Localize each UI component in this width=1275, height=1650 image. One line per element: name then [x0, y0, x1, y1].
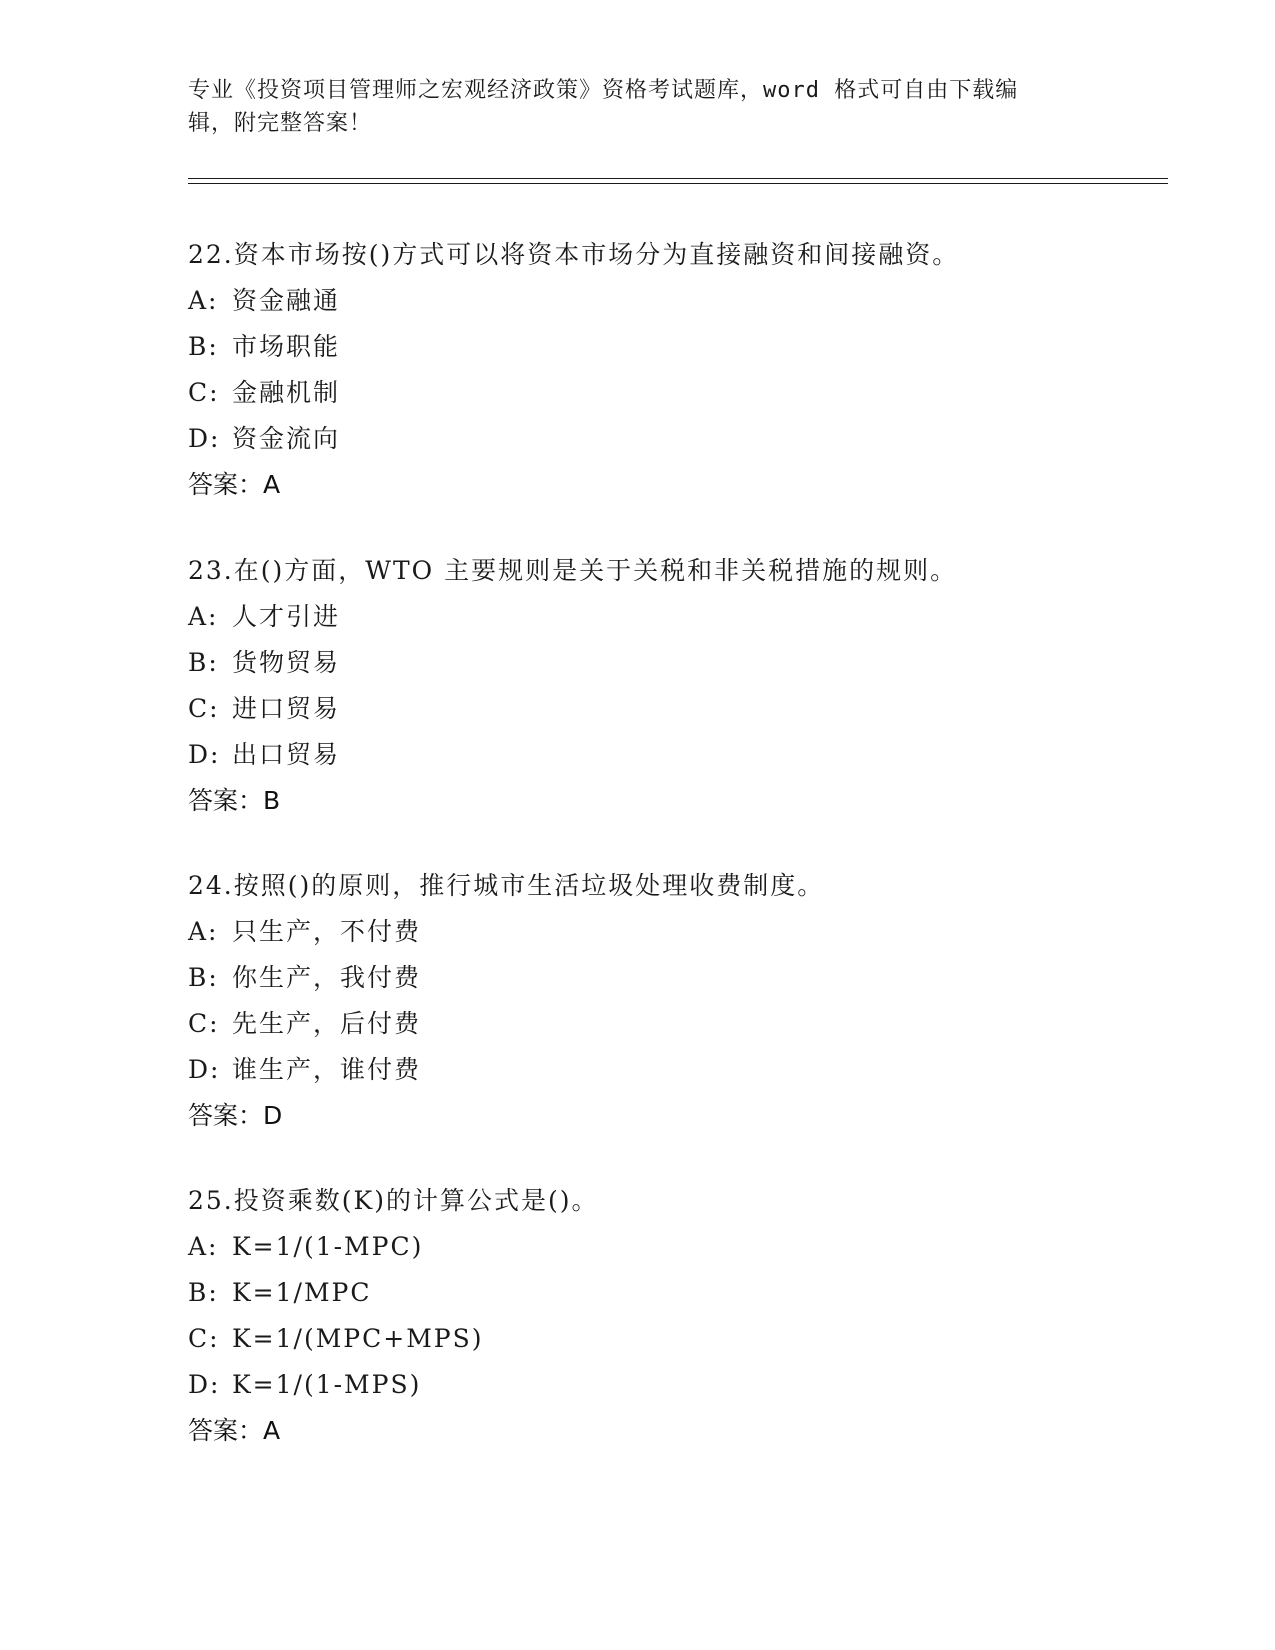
- option-a: [188, 594, 1188, 640]
- document-header: [188, 74, 1068, 140]
- option-text: K=1/(MPC+MPS): [232, 1324, 484, 1353]
- header-line-2: 辑，附完整答案！: [188, 111, 373, 136]
- option-d: [188, 732, 1188, 778]
- option-b: [188, 1270, 1188, 1316]
- option-b: [188, 955, 1188, 1001]
- option-letter: A:: [188, 1232, 219, 1261]
- answer-line: 答案：B: [188, 786, 281, 815]
- option-text: K=1/(1-MPS): [232, 1370, 422, 1399]
- option-b: [188, 640, 1188, 686]
- option-letter: B:: [188, 332, 219, 361]
- question-stem: 22.资本市场按()方式可以将资本市场分为直接融资和间接融资。: [188, 240, 960, 269]
- option-text: 金融机制: [232, 378, 341, 407]
- option-letter: D:: [188, 1370, 221, 1399]
- option-letter: B:: [188, 963, 219, 992]
- option-c: [188, 1001, 1188, 1047]
- option-c: [188, 370, 1188, 416]
- option-text: 资金融通: [232, 286, 341, 315]
- option-letter: D:: [188, 740, 221, 769]
- option-letter: A:: [188, 602, 219, 631]
- option-text: 人才引进: [232, 602, 341, 631]
- option-text: 先生产，后付费: [232, 1009, 422, 1038]
- answer-line: 答案：D: [188, 1101, 283, 1130]
- option-letter: D:: [188, 1055, 221, 1084]
- option-letter: B:: [188, 1278, 219, 1307]
- option-d: [188, 416, 1188, 462]
- option-a: [188, 909, 1188, 955]
- option-letter: C:: [188, 1324, 220, 1353]
- option-letter: C:: [188, 694, 220, 723]
- option-c: [188, 1316, 1188, 1362]
- header-divider-top: [188, 178, 1168, 179]
- option-letter: A:: [188, 917, 219, 946]
- question-23: [188, 548, 1188, 824]
- question-stem: 24.按照()的原则，推行城市生活垃圾处理收费制度。: [188, 871, 825, 900]
- option-b: [188, 324, 1188, 370]
- option-d: [188, 1362, 1188, 1408]
- option-text: 货物贸易: [232, 648, 341, 677]
- answer-line: 答案：A: [188, 470, 281, 499]
- answer-line: 答案：A: [188, 1416, 281, 1445]
- option-text: K=1/MPC: [232, 1278, 372, 1307]
- option-text: 你生产，我付费: [232, 963, 422, 992]
- option-d: [188, 1047, 1188, 1093]
- option-letter: C:: [188, 1009, 220, 1038]
- header-line-1: 专业《投资项目管理师之宏观经济政策》资格考试题库，word 格式可自由下载编: [188, 78, 1019, 103]
- question-22: [188, 232, 1188, 508]
- option-text: K=1/(1-MPC): [232, 1232, 424, 1261]
- question-25: [188, 1178, 1188, 1454]
- header-divider-bottom: [188, 183, 1168, 184]
- option-a: [188, 1224, 1188, 1270]
- option-a: [188, 278, 1188, 324]
- option-letter: C:: [188, 378, 220, 407]
- option-letter: B:: [188, 648, 219, 677]
- option-letter: A:: [188, 286, 219, 315]
- option-text: 资金流向: [232, 424, 341, 453]
- option-text: 出口贸易: [232, 740, 341, 769]
- option-text: 谁生产，谁付费: [232, 1055, 422, 1084]
- option-letter: D:: [188, 424, 221, 453]
- option-text: 只生产，不付费: [232, 917, 422, 946]
- question-stem: 25.投资乘数(K)的计算公式是()。: [188, 1186, 599, 1215]
- question-24: [188, 863, 1188, 1139]
- question-stem: 23.在()方面，WTO 主要规则是关于关税和非关税措施的规则。: [188, 556, 958, 585]
- option-text: 市场职能: [232, 332, 341, 361]
- option-text: 进口贸易: [232, 694, 341, 723]
- option-c: [188, 686, 1188, 732]
